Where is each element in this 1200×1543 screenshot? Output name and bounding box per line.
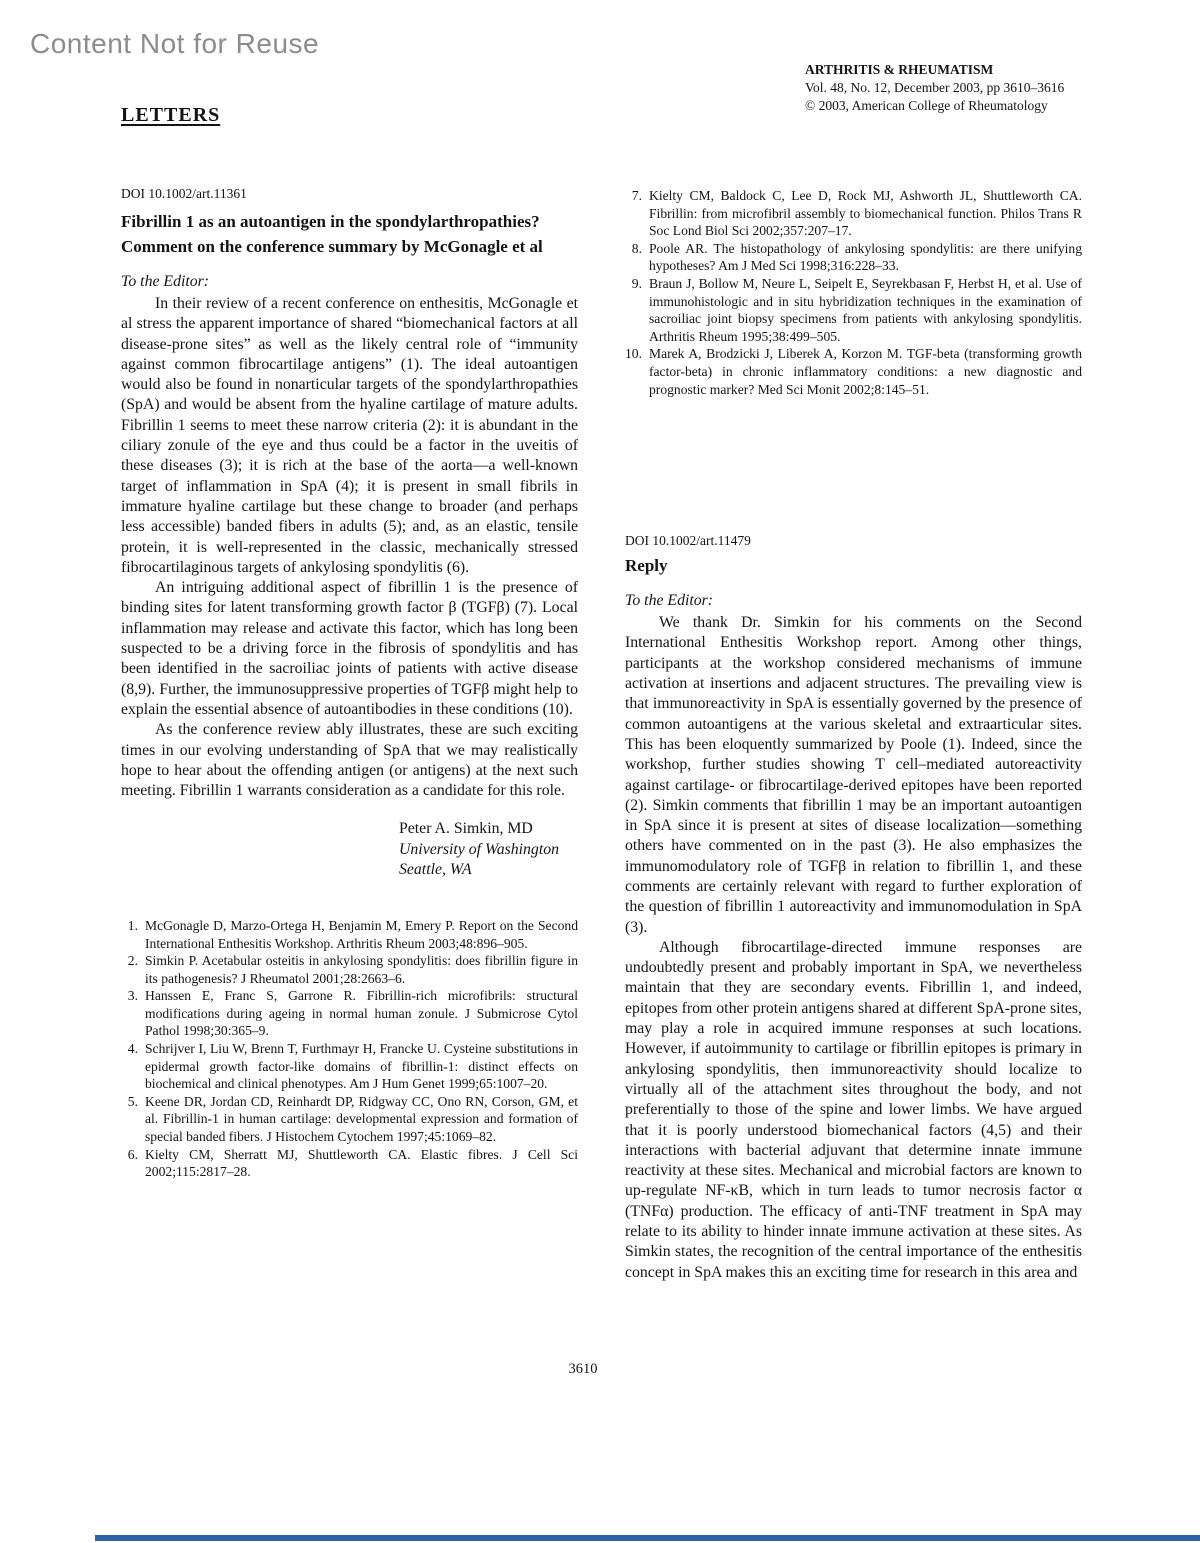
signature-affiliation: University of Washington bbox=[399, 840, 560, 858]
reference-text: Kielty CM, Baldock C, Lee D, Rock MJ, Ashworth JL, Shuttleworth CA. Fibrillin: from microfibril assembly to biomechanical function. Philos Trans R Soc Lond Biol Sci 2002;357:207–17. bbox=[649, 188, 1082, 239]
reference-text: Poole AR. The histopathology of ankylosing spondylitis: are there unifying hypotheses? Am J Med Sci 1998;316:228–33. bbox=[649, 240, 1082, 274]
letter-doi: DOI 10.1002/art.11361 bbox=[121, 186, 247, 201]
reply-section bbox=[625, 533, 1082, 1283]
reference-number: 6. bbox=[127, 1146, 138, 1162]
signature-name: Peter A. Simkin, MD bbox=[399, 820, 533, 838]
letter-salutation: To the Editor: bbox=[121, 273, 210, 290]
reference-text: Kielty CM, Sherratt MJ, Shuttleworth CA. Elastic fibres. J Cell Sci 2002;115:2817–28. bbox=[145, 1146, 578, 1180]
reference-item bbox=[625, 275, 1082, 345]
bottom-blue-rule bbox=[95, 1535, 1200, 1541]
reference-number: 1. bbox=[127, 917, 138, 933]
right-column bbox=[625, 186, 1082, 1283]
content-not-for-reuse-watermark: Content Not for Reuse bbox=[30, 28, 320, 59]
page-number: 3610 bbox=[568, 1361, 598, 1377]
reference-item bbox=[121, 1093, 578, 1146]
reference-text: Schrijver I, Liu W, Brenn T, Furthmayr H, Francke U. Cysteine substitutions in epidermal growth factor-like domains of fibrillin-1: distinct effects on biochemical and clinical phenotypes. Am J Hum Genet 1999;65:1007–20. bbox=[145, 1041, 578, 1092]
letter-title: Fibrillin 1 as an autoantigen in the spondylarthropathies? Comment on the conference summary by McGonagle et al bbox=[121, 212, 543, 256]
reference-item bbox=[121, 1040, 578, 1093]
reference-text: Braun J, Bollow M, Neure L, Seipelt E, Seyrekbasan F, Herbst H, et al. Use of immunohistologic and in situ hybridization techniques in the examination of sacroiliac joint biopsy specimens from patients with ankylosing spondylitis. Arthritis Rheum 1995;38:499–505. bbox=[649, 275, 1082, 344]
letter-paragraph-3: As the conference review ably illustrates, these are such exciting times in our evolving understanding of SpA that we may realistically hope to hear about the offending antigen (or antigens) at the next such meeting. Fibrillin 1 warrants consideration as a candidate for this role. bbox=[121, 721, 578, 800]
reference-number: 9. bbox=[631, 275, 642, 291]
left-column bbox=[121, 186, 578, 1283]
reference-number: 7. bbox=[631, 188, 642, 203]
reference-number: 5. bbox=[127, 1093, 138, 1109]
journal-copyright-line: © 2003, American College of Rheumatology bbox=[805, 98, 1048, 113]
reference-item bbox=[625, 187, 1082, 240]
reference-number: 2. bbox=[127, 953, 138, 969]
letter-paragraph-1: In their review of a recent conference on enthesitis, McGonagle et al stress the apparent importance of shared “biomechanical factors at all disease-prone sites” as well as the likely central role of “immunity against common fibrocartilage antigens” (1). The ideal autoantigen would also be found in nonarticular targets of the spondylarthropathies (SpA) and would be absent from the hyaline cartilage of mature adults. Fibrillin 1 seems to meet these narrow criteria (2): it is abundant in the ciliary zonule of the eye and thus could be a factor in the uveitis of these diseases (3); it is rich at the base of the aorta—a well-known target of inflammation in SpA (4); it is present in small fibrils in immature hyaline cartilage but these change to broader (and perhaps less accessible) banded fibers in adults (5); and, as an elastic, tensile protein, it is well-represented in the classic, mechanically stressed fibrocartilaginous targets of ankylosing spondylitis (6). bbox=[121, 295, 578, 576]
reply-salutation: To the Editor: bbox=[625, 592, 714, 610]
reference-item bbox=[625, 345, 1082, 398]
reply-paragraph-2: Although fibrocartilage-directed immune responses are undoubtedly present and probably important in SpA, we nevertheless maintain that they are secondary events. Fibrillin 1, and indeed, epitopes from other protein antigens shared at different SpA-prone sites, may play a role in acquired immune responses at such locations. However, if autoimmunity to cartilage or fibrillin epitopes is primary in ankylosing spondylitis, then immunoreactivity should localize to virtually all of the attachment sites throughout the body, and not preferentially to those of the spine and lower limbs. We have argued that it is poorly understood biomechanical factors (4,5) and their interactions with bacterial adjuvant that determine innate immune reactivity at these sites. Mechanical and microbial factors are known to up-regulate NF-κB, which in turn leads to tumor necrosis factor α (TNFα) production. The efficacy of anti-TNF treatment in SpA may relate to its ability to hinder innate immune activation at these sites. As Simkin states, the recognition of the central importance of the enthesitis concept in SpA makes this an exciting time for research in this area and bbox=[625, 938, 1082, 1281]
signature-block bbox=[399, 819, 578, 881]
letter-paragraph-2: An intriguing additional aspect of fibrillin 1 is the presence of binding sites for latent transforming growth factor β (TGFβ) (7). Local inflammation may release and activate this factor, which has long been suspected to be a driving force in the fibrosis of spondylitis and has been identified in the sacroiliac joints of patients with active disease (8,9). Further, the immunosuppressive properties of TGFβ might help to explain the essential absence of autoantibodies in these conditions (10). bbox=[121, 579, 578, 718]
signature-location: Seattle, WA bbox=[399, 861, 472, 879]
reference-item bbox=[121, 1146, 578, 1181]
reference-number: 4. bbox=[127, 1041, 138, 1057]
reference-item bbox=[625, 240, 1082, 275]
reply-paragraph-1: We thank Dr. Simkin for his comments on the Second International Enthesitis Workshop report. Among other things, participants at the workshop considered mechanisms of immune activation at insertions and adjacent structures. The prevailing view is that immunoreactivity in SpA is essentially governed by the presence of common autoantigens at the various skeletal and extraarticular sites. This has been eloquently summarized by Poole (1). Indeed, since the workshop, further studies showing T cell–mediated autoreactivity against cartilage- or fibrocartilage-derived epitopes have been reported (2). Simkin comments that fibrillin 1 may be an important autoantigen in SpA since it is present at sites of disease localization—something others have commented on in the past (3). He also emphasizes the immunomodulatory role of TGFβ in relation to fibrillin 1, and these comments are certainly relevant with regard to further exploration of the question of fibrillin 1 autoreactivity and immunomodulation in SpA (3). bbox=[625, 614, 1082, 936]
reference-text: Keene DR, Jordan CD, Reinhardt DP, Ridgway CC, Ono RN, Corson, GM, et al. Fibrillin-1 in human cartilage: developmental expression and formation of special banded fibers. J Histochem Cytochem 1997;45:1069–82. bbox=[145, 1093, 578, 1145]
journal-header bbox=[805, 61, 1064, 115]
reference-number: 10. bbox=[625, 346, 642, 362]
two-column-body bbox=[121, 186, 1082, 1283]
reference-text: Simkin P. Acetabular osteitis in ankylosing spondylitis: does fibrillin figure in its pathogenesis? J Rheumatol 2001;28:2663–6. bbox=[145, 953, 578, 986]
reference-text: Hanssen E, Franc S, Garrone R. Fibrillin-rich microfibrils: structural modifications during ageing in normal human zonule. J Submicrose Cytol Pathol 1998;30:365–9. bbox=[145, 988, 578, 1039]
reference-number: 3. bbox=[127, 988, 138, 1004]
reference-list-7-10 bbox=[625, 187, 1082, 398]
reply-title: Reply bbox=[625, 556, 668, 576]
journal-issue-line: Vol. 48, No. 12, December 2003, pp 3610–3616 bbox=[805, 80, 1065, 95]
reference-text: Marek A, Brodzicki J, Liberek A, Korzon M. TGF-beta (transforming growth factor-beta) in chronic inflammatory conditions: a new diagnostic and prognostic marker? Med Sci Monit 2002;8:145–51. bbox=[649, 346, 1082, 397]
reference-number: 8. bbox=[631, 240, 642, 256]
journal-name: ARTHRITIS & RHEUMATISM bbox=[805, 62, 994, 77]
reference-list-1-6 bbox=[121, 917, 578, 1181]
reference-text: McGonagle D, Marzo-Ortega H, Benjamin M, Emery P. Report on the Second International Enthesitis Workshop. Arthritis Rheum 2003;48:896–905. bbox=[145, 917, 578, 951]
reference-item bbox=[121, 952, 578, 987]
section-heading-letters: LETTERS bbox=[121, 104, 221, 126]
reply-doi: DOI 10.1002/art.11479 bbox=[625, 533, 751, 549]
reference-item bbox=[121, 987, 578, 1040]
reference-item bbox=[121, 917, 578, 952]
